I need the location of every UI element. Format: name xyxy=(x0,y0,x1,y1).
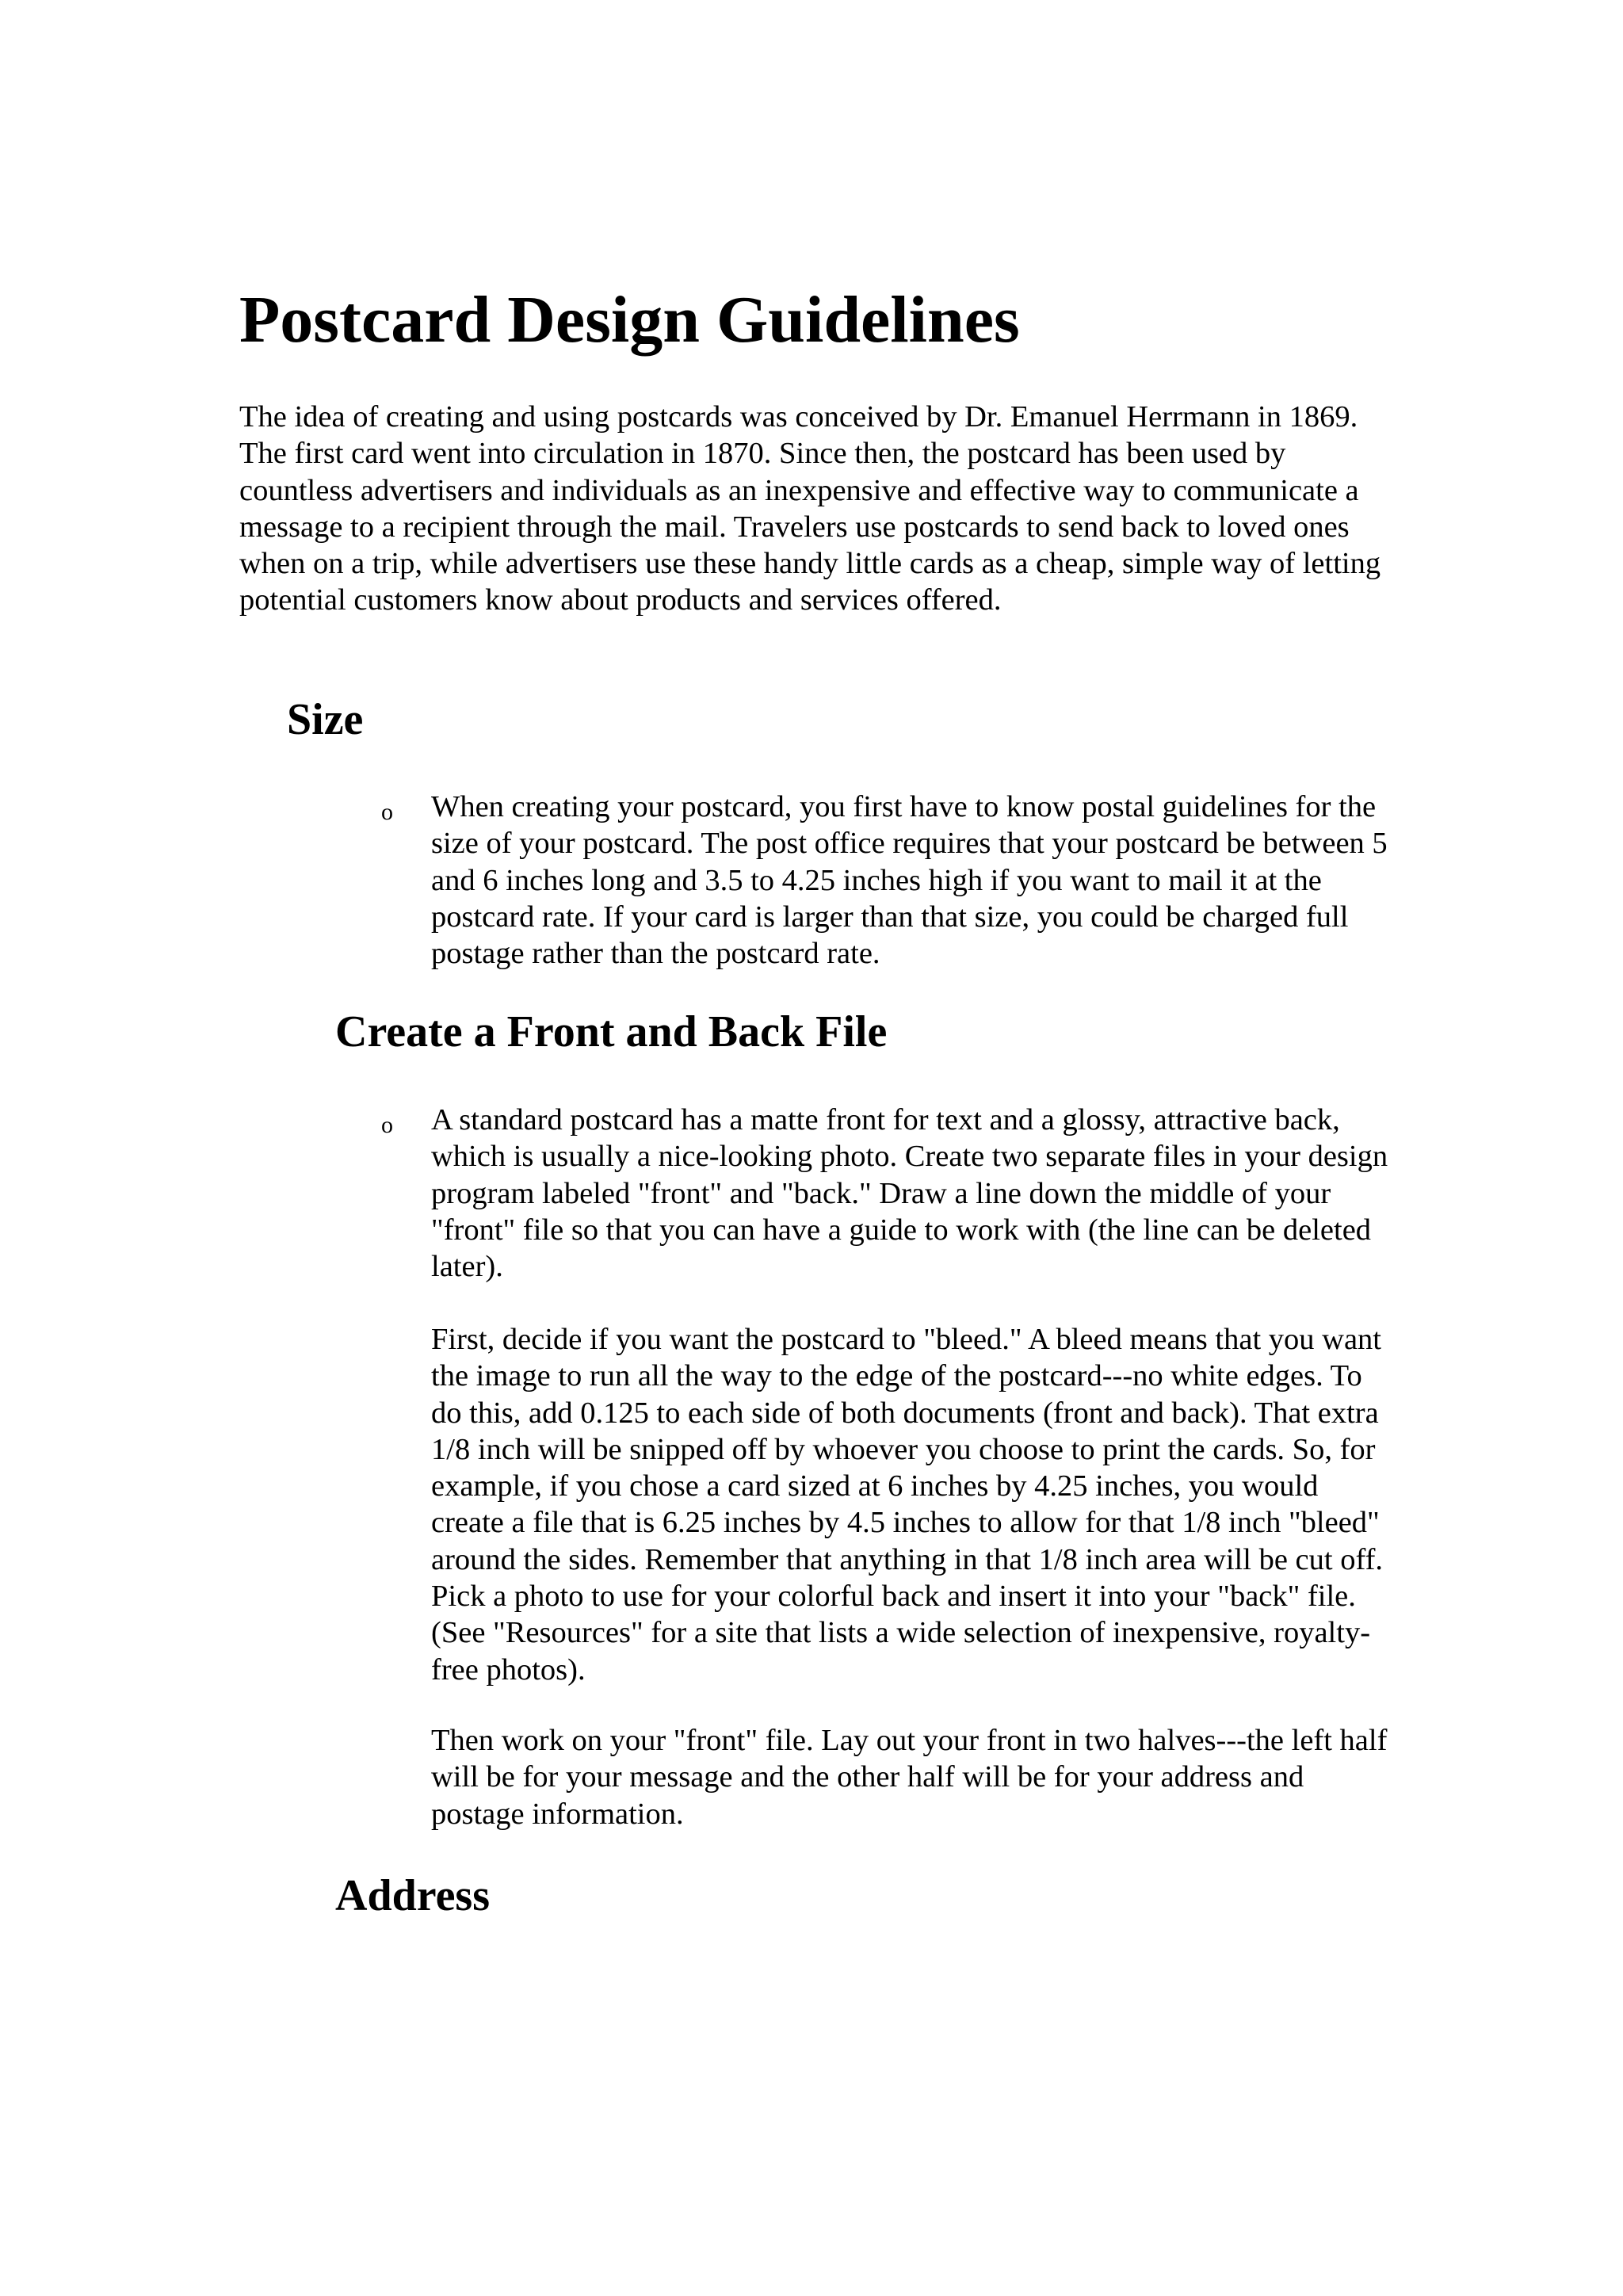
front-back-paragraph-2: First, decide if you want the postcard to "bleed." A bleed means that you want the image to run all the way to the edge of the postcard---no white edges. To do this, add 0.125 to each side of both documents (front and back). That extra 1/8 inch will be snipped off by whoever you choose to print the cards. So, for example, if you chose a card sized at 6 inches by 4.25 inches, you would create a file that is 6.25 inches by 4.5 inches to allow for that 1/8 inch "bleed" around the sides. Remember that anything in that 1/8 inch area will be cut off. Pick a photo to use for your colorful back and insert it into your "back" file. (See "Resources" for a site that lists a wide selection of inexpensive, royalty-free photos). xyxy=(431,1323,1384,1687)
section-heading-size: Size xyxy=(287,695,364,744)
page-title: Postcard Design Guidelines xyxy=(239,283,1020,357)
intro-paragraph: The idea of creating and using postcards was conceived by Dr. Emanuel Herrmann in 1869. The first card went into circulation in 1870. Since then, the postcard has been used by countless advertisers and individuals as an inexpensive and effective way to communicate a message to a recipient through the mail. Travelers use postcards to send back to loved ones when on a trip, while advertisers use these handy little cards as a cheap, simple way of letting potential customers know about products and services offered. xyxy=(239,400,1381,617)
section-heading-front-back: Create a Front and Back File xyxy=(335,1007,888,1056)
bullet-circle-icon: o xyxy=(381,1112,393,1138)
bullet-circle-icon: o xyxy=(381,799,393,825)
size-paragraph: When creating your postcard, you first have to know postal guidelines for the size of your postcard. The post office requires that your postcard be between 5 and 6 inches long and 3.5 to 4.25 inches high if you want to mail it at the postcard rate. If your card is larger than that size, you could be charged full postage rather than the postcard rate. xyxy=(431,790,1388,971)
section-heading-address: Address xyxy=(335,1871,491,1920)
front-back-paragraph-3: Then work on your "front" file. Lay out your front in two halves---the left half will be for your message and the other half will be for your address and postage information. xyxy=(431,1724,1388,1831)
front-back-paragraph-1: A standard postcard has a matte front for text and a glossy, attractive back, which is usually a nice-looking photo. Create two separate files in your design program labeled "front" and "back." Draw a line down the middle of your "front" file so that you can have a guide to work with (the line can be deleted later). xyxy=(431,1103,1388,1284)
